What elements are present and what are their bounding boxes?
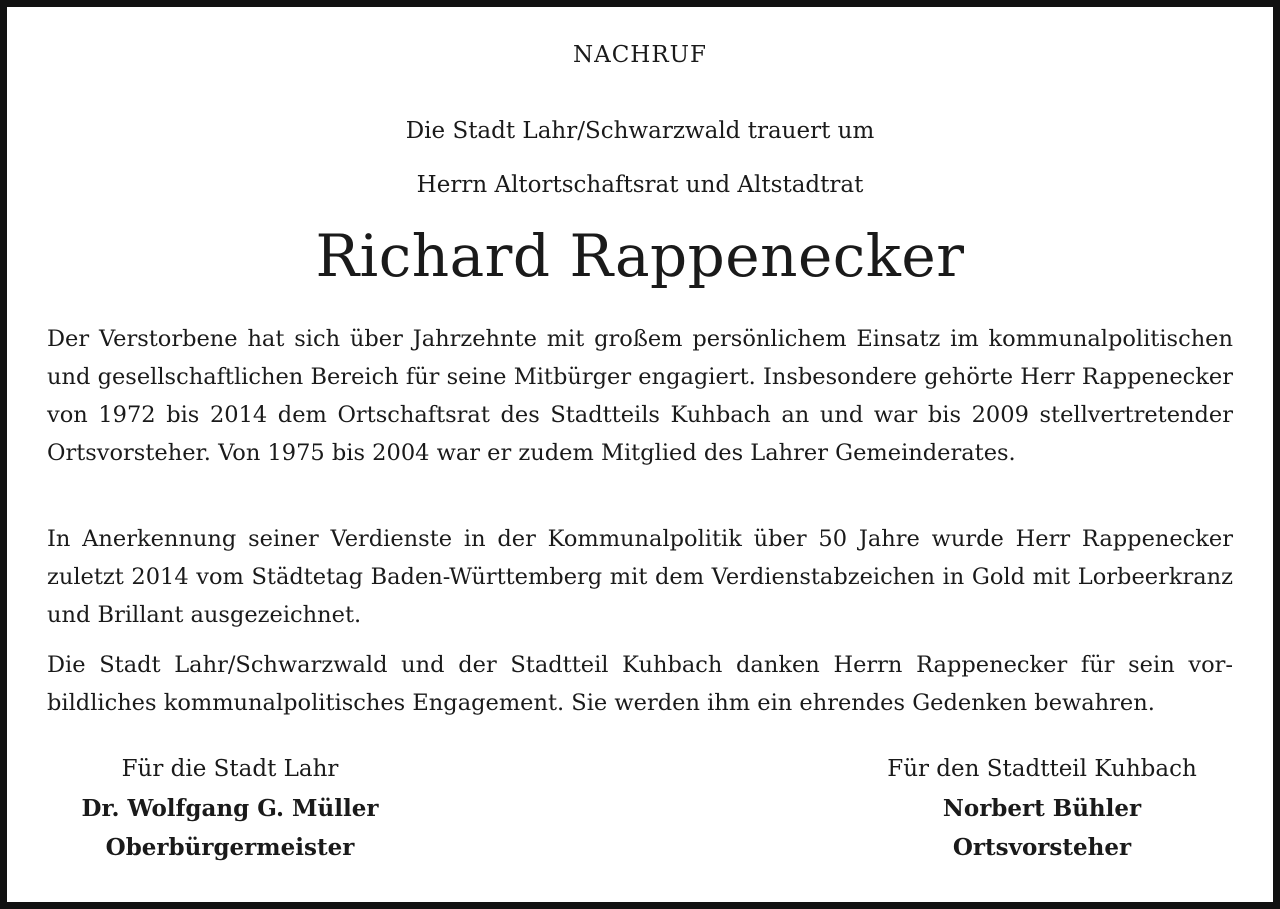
paragraph-career: Der Verstorbene hat sich über Jahrzehnte mit großem persönlichem Einsatz im kommunalpolitischen und gesellschaftlichen Bereich für seine Mitbürger engagiert. Insbesondere gehörte Herr Rappenecker von 1972 bis 2014 dem Ortschaftsrat des Stadtteils Kuhbach an und war bis 2009 stellvertretender Ortsvorsteher. Von 1975 bis 2004 war er zudem Mitglied des Lahrer Gemeinderates.: [47, 326, 1233, 466]
signature-right-person: Norbert Bühler: [942, 795, 1142, 822]
paragraph-thanks: Die Stadt Lahr/Schwarzwald und der Stadtteil Kuhbach danken Herrn Rappenecker für sein vorbildliches kommunalpolitisches Engagement. Sie werden ihm ein ehrendes Gedenken bewahren.: [47, 652, 1233, 716]
paragraph-award: In Anerkennung seiner Verdienste in der Kommunalpolitik über 50 Jahre wurde Herr Rappenecker zuletzt 2014 vom Städtetag Baden-Württemberg mit dem Verdienstabzeichen in Gold mit Lorbeerkranz und Brillant ausgezeichnet.: [47, 526, 1233, 628]
signature-right: [792, 750, 1280, 867]
signature-left-person: Dr. Wolfgang G. Müller: [81, 795, 379, 822]
deceased-name: Richard Rappenecker: [315, 222, 965, 290]
signature-left: [40, 750, 420, 867]
intro-line-1: Die Stadt Lahr/Schwarzwald trauert um: [405, 118, 875, 144]
intro-line-2: Herrn Altortschaftsrat und Altstadtrat: [416, 172, 864, 198]
signature-right-org: Für den Stadtteil Kuhbach: [887, 756, 1197, 782]
signature-left-title: Oberbürgermeister: [105, 834, 355, 861]
signature-left-org: Für die Stadt Lahr: [121, 756, 339, 782]
signature-right-title: Ortsvorsteher: [952, 834, 1132, 861]
notice-heading: NACHRUF: [572, 42, 708, 68]
